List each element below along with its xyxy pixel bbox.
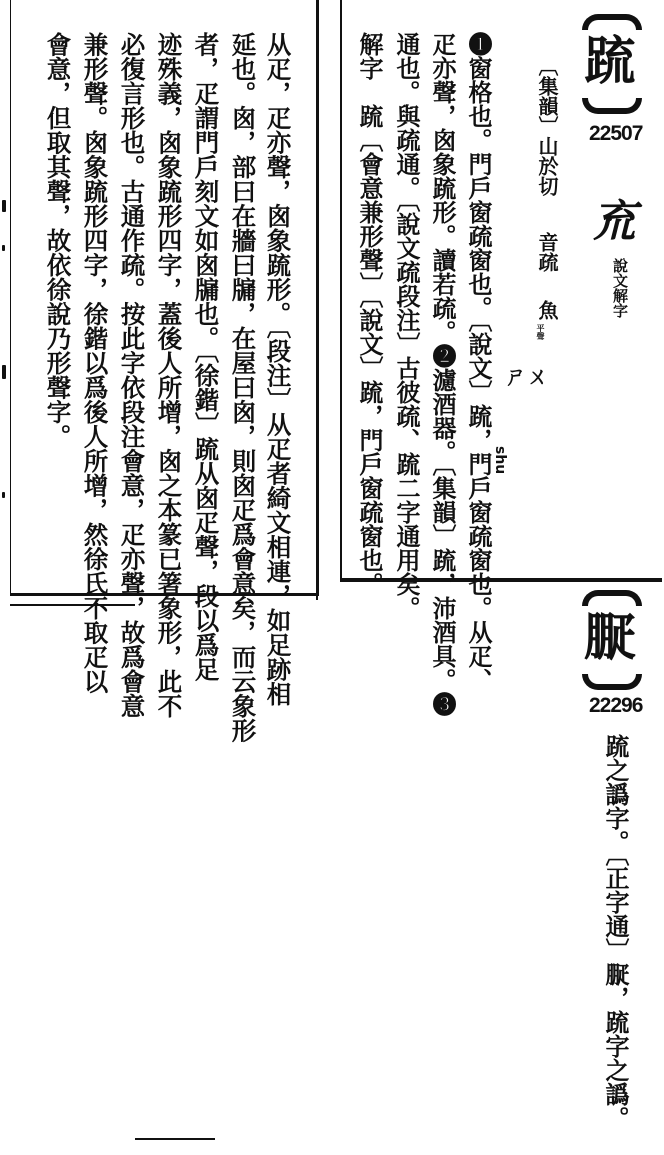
entry1-pron-jiyun: 〔集韻〕山於切 bbox=[535, 56, 559, 196]
entry1-headword: 䟽 bbox=[584, 31, 637, 92]
entry1-headword-frame bbox=[582, 14, 642, 114]
entry2-headword-frame bbox=[582, 590, 642, 690]
margin-mark bbox=[2, 200, 6, 212]
page-bottom-rule bbox=[135, 1138, 215, 1140]
left-column-7: 會意，但取其聲，故依徐說乃形聲字。 bbox=[43, 32, 73, 449]
entry1-seal-label: 說文解字 bbox=[611, 258, 629, 318]
entry1-pron-rhyme: 魚 bbox=[535, 300, 559, 320]
entry1-rhyme-small: 平聲 bbox=[536, 324, 546, 340]
bracket-top bbox=[582, 14, 642, 30]
bracket-bottom bbox=[582, 98, 642, 114]
entry1-romanization: shu bbox=[492, 446, 508, 475]
left-column-2: 延也。囪，部曰在牆曰牖，在屋曰囪，則囪疋爲會意矣，而云象形 bbox=[228, 32, 258, 743]
entry1-pron-yin: 音疏 bbox=[535, 232, 559, 272]
entry2-headword: 㽰 bbox=[584, 607, 637, 668]
left-column-1: 从疋，疋亦聲，囪象䟽形。〔段注〕从疋者綺文相連，如足跡相 bbox=[263, 32, 293, 706]
left-frame-bottom-rule bbox=[10, 604, 135, 606]
margin-mark bbox=[2, 365, 6, 379]
entry1-def-col-1: ❶窗格也。門戶窗疏窗也。〔說文〕䟽，門戶窗疏窗也。从疋、 bbox=[464, 32, 493, 692]
entry1-number: 22507 bbox=[589, 122, 643, 145]
left-column-5: 必復言形也。古通作疏。按此字依段注會意，疋亦聲，故爲會意 bbox=[117, 32, 147, 718]
left-frame-inner-rule bbox=[316, 0, 318, 600]
entry1-def-col-4: 解字 䟽〔會意兼形聲〕〔說文〕䟽，門戶窗疏窗也。 bbox=[355, 32, 384, 596]
entry1-def-col-3: 通也。與疏通。〔說文疏段注〕古彼疏、䟽二字通用矣。 bbox=[392, 32, 421, 620]
entry2-number: 22296 bbox=[589, 694, 643, 717]
left-column-4: 迹殊義，囪象䟽形四字，蓋後人所增，囪之本篆已箸象形，此不 bbox=[154, 32, 184, 718]
entry1-zhuyin: ㄕㄨ bbox=[505, 365, 550, 390]
entry1-seal-glyph: 㐬 bbox=[592, 196, 636, 247]
bracket-bottom bbox=[582, 674, 642, 690]
bracket-top bbox=[582, 590, 642, 606]
entry1-def-col-2: 疋亦聲，囪象䟽形。讀若疏。❷濾酒器。〔集韻〕䟽，沛酒具。❸ bbox=[428, 32, 457, 716]
entry2-definition: 䟽之譌字。〔正字通〕㽰，䟽字之譌。 bbox=[601, 734, 630, 1130]
margin-mark bbox=[2, 492, 5, 498]
left-column-6: 兼形聲。囪象䟽形四字，徐鍇以爲後人所增，然徐氏不取疋以 bbox=[80, 32, 110, 694]
margin-mark bbox=[2, 245, 5, 251]
left-column-3: 者，疋謂門戶刻文如囪牖也。〔徐鍇〕䟽从囪疋聲，段以爲足 bbox=[191, 32, 221, 682]
